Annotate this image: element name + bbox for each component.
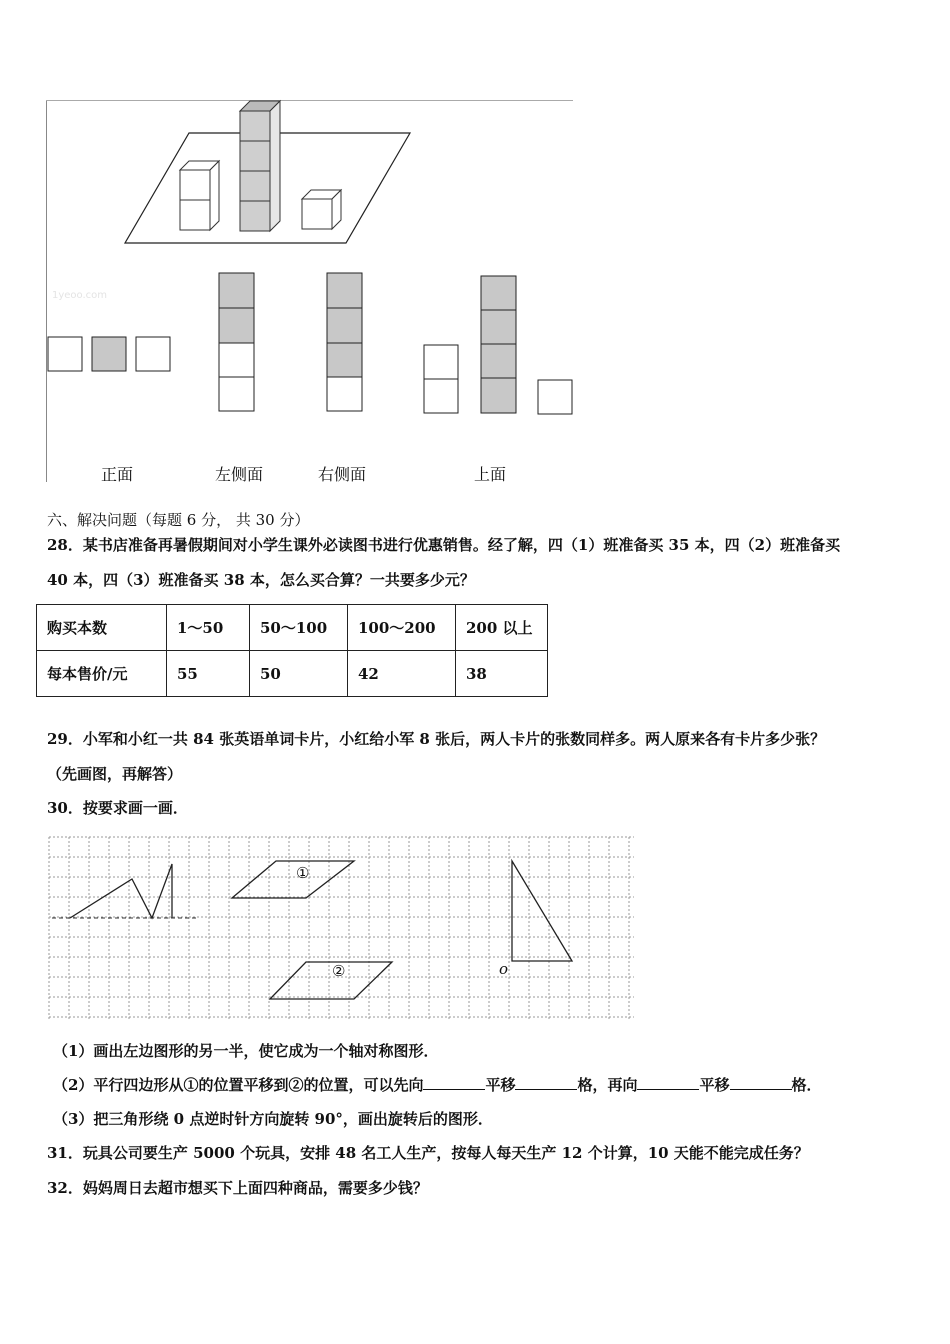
table-cell: 50～100 xyxy=(250,605,348,651)
q29-line2: （先画图，再解答） xyxy=(47,765,183,783)
point-o-label: o xyxy=(499,960,509,978)
cube-views-figure xyxy=(0,0,600,490)
table-cell: 购买本数 xyxy=(37,605,167,651)
q28-line1: 28．某书店准备再暑假期间对小学生课外必读图书进行优惠销售。经了解，四（1）班准备买 35 本，四（2）班准备买 xyxy=(47,536,841,554)
table-cell: 55 xyxy=(167,651,250,697)
table-cell: 100～200 xyxy=(348,605,456,651)
q28-line2: 40 本，四（3）班准备买 38 本，怎么买合算？一共要多少元？ xyxy=(47,571,475,589)
left-cube-stack xyxy=(180,161,219,230)
tall-cube-stack xyxy=(240,101,280,231)
q30-sub2-part3: 格，再向 xyxy=(577,1076,638,1094)
blank-count-1[interactable] xyxy=(515,1075,577,1090)
grid-drawing xyxy=(48,836,636,1022)
q30-sub2-part4: 平移 xyxy=(699,1076,730,1094)
table-cell: 42 xyxy=(348,651,456,697)
table-row xyxy=(37,605,548,651)
watermark: 1yeoo.com xyxy=(52,290,108,301)
label-left-side: 左侧面 xyxy=(215,465,264,484)
section-heading: 六、解决问题（每题 6 分， 共 30 分） xyxy=(47,511,310,529)
parallelogram-2-shape xyxy=(270,962,392,999)
q30-sub2-part2: 平移 xyxy=(485,1076,516,1094)
q30-sub2 xyxy=(53,1075,822,1095)
q30-sub2-part1: （2）平行四边形从①的位置平移到②的位置，可以先向 xyxy=(53,1076,424,1094)
table-cell: 每本售价/元 xyxy=(37,651,167,697)
table-cell: 1～50 xyxy=(167,605,250,651)
single-cube xyxy=(302,190,341,229)
label-top: 上面 xyxy=(474,465,507,484)
left-side-view xyxy=(219,273,254,411)
table-cell: 38 xyxy=(456,651,548,697)
grid-figure xyxy=(48,836,636,1022)
q30-sub2-part5: 格． xyxy=(791,1076,822,1094)
cube-views-drawing xyxy=(0,0,600,490)
top-view xyxy=(424,276,572,414)
shape2-label: ② xyxy=(332,962,346,980)
q29-line1: 29．小军和小红一共 84 张英语单词卡片，小红给小军 8 张后，两人卡片的张数同样多。两人原来各有卡片多少张？ xyxy=(47,730,826,748)
table-cell: 50 xyxy=(250,651,348,697)
label-front: 正面 xyxy=(101,465,134,484)
q30-sub1: （1）画出左边图形的另一半，使它成为一个轴对称图形． xyxy=(53,1042,439,1060)
right-side-view xyxy=(327,273,362,411)
q30-sub3: （3）把三角形绕 0 点逆时针方向旋转 90°，画出旋转后的图形． xyxy=(53,1110,493,1128)
blank-direction-1[interactable] xyxy=(423,1075,485,1090)
label-right-side: 右侧面 xyxy=(318,465,367,484)
q32-text: 32．妈妈周日去超市想买下上面四种商品，需要多少钱？ xyxy=(47,1179,428,1197)
parallelogram-1-shape xyxy=(232,861,354,898)
q31-text: 31．玩具公司要生产 5000 个玩具，安排 48 名工人生产，按每人每天生产 12 个计算，10 天能不能完成任务？ xyxy=(47,1144,809,1162)
blank-direction-2[interactable] xyxy=(637,1075,699,1090)
price-table xyxy=(36,604,548,697)
triangle-shape xyxy=(512,861,572,961)
table-cell: 200 以上 xyxy=(456,605,548,651)
half-shape xyxy=(70,864,172,918)
blank-count-2[interactable] xyxy=(730,1075,792,1090)
table-row xyxy=(37,651,548,697)
q30-title: 30．按要求画一画． xyxy=(47,799,188,817)
front-view xyxy=(48,337,170,371)
shape1-label: ① xyxy=(296,864,310,882)
